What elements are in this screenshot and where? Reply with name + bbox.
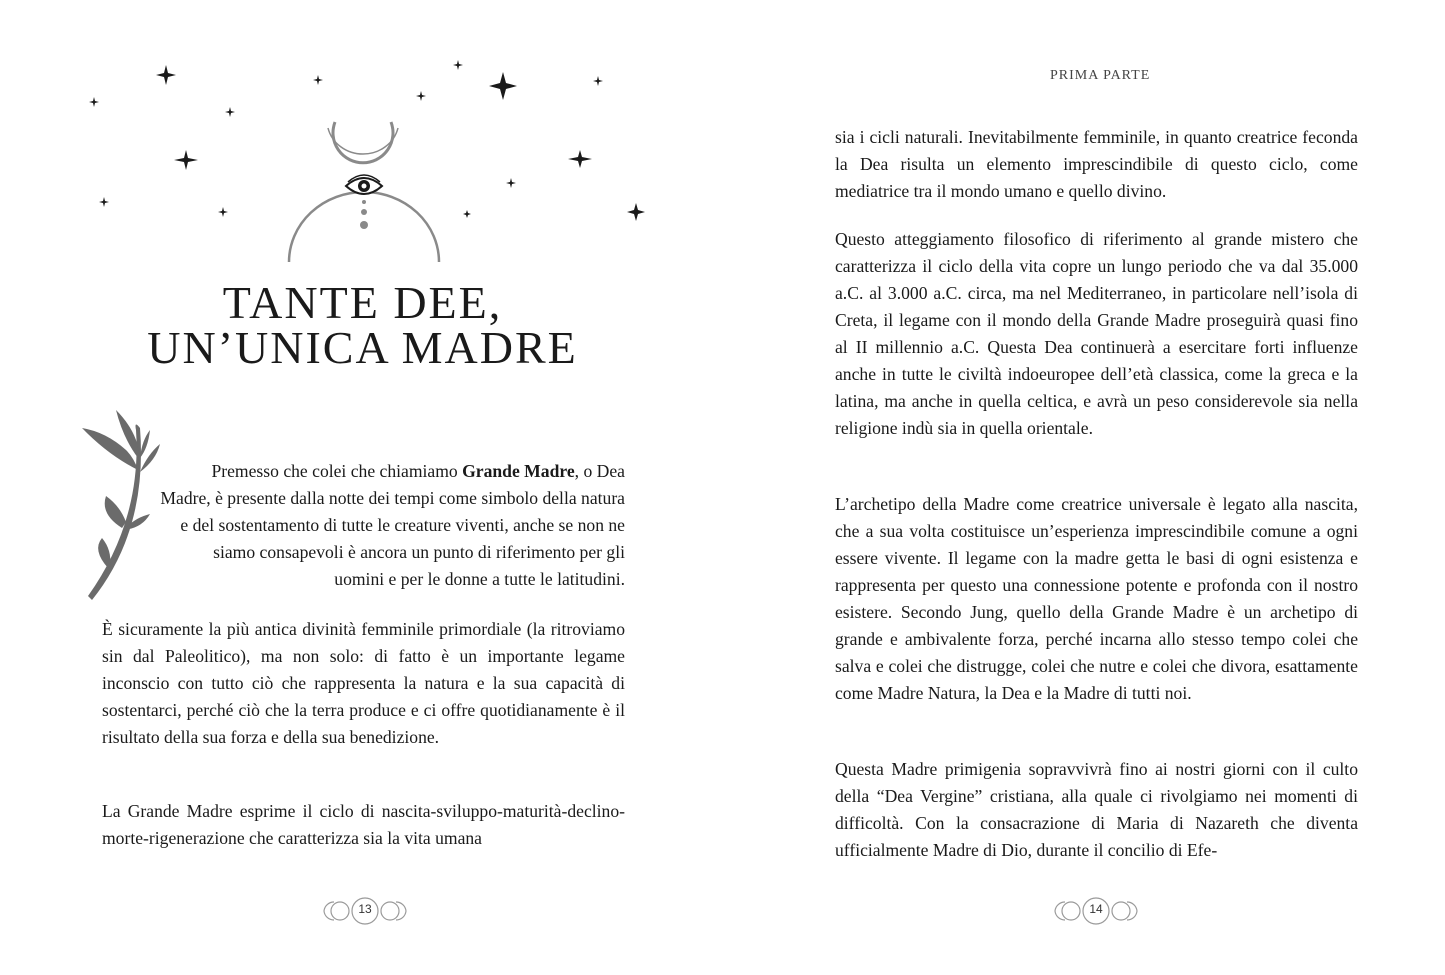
body-paragraph: L’archetipo della Madre come creatrice universale è legato alla nascita, che a sua volta costituisce un’esperienza imprescindibile comune a ogni essere vivente. Il legame con la madre getta le basi di ogni esistenza e rappresenta per questo una connessione potente e profonda con il nostro esistere. Secondo Jung, quello della Grande Madre è un archetipo di grande e ambivalente forza, perché incarna allo stesso tempo colei che salva e colei che distrugge, colei che nutre e colei che divora, esattamente come Madre Natura, la Dea e la Madre di tutti noi. [835, 494, 1358, 703]
body-paragraph: sia i cicli naturali. Inevitabilmente femminile, in quanto creatrice feconda la Dea risulta un elemento imprescindibile di questo ciclo, come mediatrice tra il mondo umano e quello divino. [835, 127, 1358, 201]
page-number: 13 [358, 902, 372, 916]
body-paragraph: La Grande Madre esprime il ciclo di nascita-sviluppo-maturità-declino-morte-rigenerazione che caratterizza sia la vita umana [102, 801, 625, 848]
title-line-2: UN’UNICA MADRE [147, 322, 578, 373]
star-icon [89, 60, 645, 221]
lead-text-start: Premesso che colei che chiamiamo [211, 461, 463, 481]
lead-paragraph [160, 458, 625, 593]
running-head: PRIMA PARTE [1050, 68, 1151, 83]
page-number-right [1051, 896, 1141, 926]
crescent-moon-eye-icon [289, 122, 439, 262]
body-paragraph: Questa Madre primigenia sopravvivrà fino ai nostri giorni con il culto della “Dea Vergine” cristiana, alla quale ci rivolgiamo nei momenti di difficoltà. Con la consacrazione di Maria di Nazareth che diventa ufficialmente Madre di Dio, durante il concilio di Efe- [835, 759, 1358, 860]
body-paragraph: Questo atteggiamento filosofico di riferimento al grande mistero che caratterizza il ciclo della vita copre un lungo periodo che va dal 35.000 a.C. al 3.000 a.C. circa, ma nel Mediterraneo, in particolare nell’isola di Creta, il legame con il mondo della Grande Madre proseguirà quasi fino al II millennio a.C. Questa Dea continuerà a esercitare forti influenze anche in tutte le civiltà indoeuropee dell’età classica, come la greca e la latina, ma anche in quella celtica, e avrà un peso considerevole sia nella religione indù sia in quella orientale. [835, 229, 1358, 438]
moon-stars-illustration [0, 0, 722, 270]
title-line-1: TANTE DEE, [222, 277, 503, 328]
body-paragraph: È sicuramente la più antica divinità femminile primordiale (la ritroviamo sin dal Paleolitico), ma non solo: di fatto è un importante legame inconscio con tutto ciò che rappresenta la natura e la sua capacità di sostentarci, perché ciò che la terra produce e ci offre quotidianamente è il risultato della sua forza e della sua benedizione. [102, 619, 625, 747]
left-page [0, 0, 722, 975]
leaf-vine-icon [78, 410, 168, 605]
page-number-left [320, 896, 410, 926]
chapter-title [100, 277, 625, 373]
page-number: 14 [1089, 902, 1103, 916]
lead-text-end: , o Dea Madre, è presente dalla notte dei tempi come simbolo della natura e del sostentamento di tutte le creature viventi, anche se non ne siamo consapevoli è ancora un punto di riferimento per gli uomini e per le donne a tutte le latitudini. [160, 461, 625, 589]
lead-bold-term: Grande Madre [462, 461, 575, 481]
